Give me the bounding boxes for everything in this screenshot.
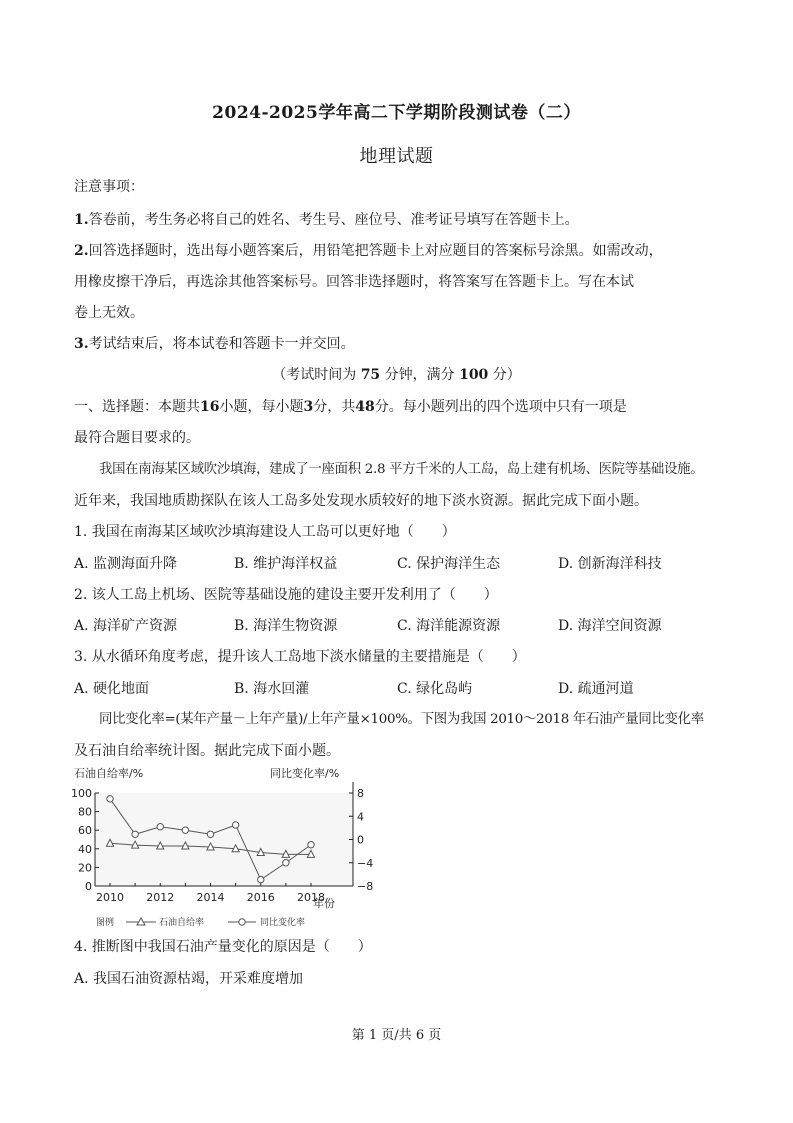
q2-option-d[interactable]: D. 海洋空间资源 (558, 618, 662, 634)
sec-c: 分，共 (313, 399, 356, 415)
passage-2-line-1: 同比变化率=(某年产量－上年产量)/上年产量×100%。下图为我国 2010～2018 年石油产量同比变化率 (99, 712, 704, 727)
note-1-number: 1. (74, 212, 89, 228)
time-prefix: （考试时间为 (272, 367, 357, 383)
x-tick-label: 2010 (96, 891, 124, 904)
sec-a: 一、选择题：本题共 (74, 399, 200, 415)
left-tick-label: 60 (78, 824, 92, 838)
sec-count: 16 (200, 399, 220, 415)
chart-legend (96, 916, 305, 928)
oil-production-chart (70, 762, 374, 932)
sec-total: 48 (355, 399, 375, 415)
passage-1-line-2: 近年来，我国地质勘探队在该人工岛多处发现水质较好的地下淡水资源。据此完成下面小题。 (74, 493, 648, 509)
note-3 (74, 334, 734, 354)
legend-label: 图例 (96, 918, 115, 928)
exam-time-note (0, 365, 793, 385)
x-tick-label: 2014 (196, 891, 225, 904)
right-tick-label: 4 (357, 810, 364, 824)
right-axis-label: 同比变化率/% (270, 767, 340, 780)
left-axis-label: 石油自给率/% (74, 767, 144, 780)
x-tick-label: 2012 (146, 891, 175, 904)
sec-d: 分。每小题列出的四个选项中只有一项是 (374, 399, 627, 415)
x-tick-label: 2016 (246, 891, 275, 904)
question-4-stem: 4. 推断图中我国石油产量变化的原因是（ ） (74, 939, 372, 955)
right-tick-label: −4 (357, 856, 374, 870)
yoy-change-point (157, 824, 163, 830)
section-1-instructions-2: 最符合题目要求的。 (74, 430, 200, 446)
q2-option-c[interactable]: C. 海洋能源资源 (397, 618, 501, 634)
passage-2-line-2: 及石油自给率统计图。据此完成下面小题。 (74, 743, 340, 759)
q2-option-a[interactable]: A. 海洋矿产资源 (74, 618, 178, 634)
left-tick-label: 100 (71, 787, 92, 800)
sec-each: 3 (303, 399, 314, 415)
note-1 (74, 210, 734, 230)
question-1-stem: 1. 我国在南海某区域吹沙填海建设人工岛可以更好地（ ） (74, 524, 456, 540)
sec-b: 小题，每小题 (219, 399, 304, 415)
time-suffix: 分） (492, 367, 521, 383)
left-tick-label: 0 (85, 880, 92, 893)
left-tick-label: 20 (78, 861, 92, 875)
x-axis-unit: 年份 (313, 897, 335, 910)
q4-option-a[interactable]: A. 我国石油资源枯竭，开采难度增加 (74, 971, 304, 987)
yoy-change-point (207, 831, 213, 837)
note-2-text-1: 回答选择题时，选出每小题答案后，用铅笔把答题卡上对应题目的答案标号涂黑。如需改动， (88, 243, 663, 259)
q1-option-c[interactable]: C. 保护海洋生态 (397, 556, 501, 572)
subject-title: 地理试题 (359, 146, 434, 167)
section-1-instructions (74, 397, 734, 417)
question-2-stem: 2. 该人工岛上机场、医院等基础设施的建设主要开发利用了（ ） (74, 587, 498, 603)
right-tick-label: −8 (357, 880, 374, 893)
yoy-change-point (232, 822, 238, 828)
legend-circle-marker (239, 919, 245, 925)
q1-option-b[interactable]: B. 维护海洋权益 (234, 556, 338, 572)
score-value: 100 (459, 367, 489, 383)
q3-option-b[interactable]: B. 海水回灌 (234, 681, 310, 697)
yoy-change-point (258, 876, 264, 882)
legend-series-1: 石油自给率 (159, 918, 205, 928)
yoy-change-point (182, 827, 188, 833)
right-tick-label: 0 (357, 833, 364, 847)
note-2-line-3: 卷上无效。 (74, 305, 144, 321)
x-tick-label: 2018 (297, 891, 325, 904)
yoy-change-point (132, 831, 138, 837)
q1-option-a[interactable]: A. 监测海面升降 (74, 556, 178, 572)
yoy-change-point (283, 860, 289, 866)
note-3-number: 3. (74, 336, 89, 352)
note-2-line-2: 用橡皮擦干净后，再选涂其他答案标号。回答非选择题时，将答案写在答题卡上。写在本试 (74, 274, 634, 290)
left-tick-label: 40 (78, 842, 92, 856)
q3-option-d[interactable]: D. 疏通河道 (558, 681, 634, 697)
q3-option-a[interactable]: A. 硬化地面 (74, 681, 150, 697)
q3-option-c[interactable]: C. 绿化岛屿 (397, 681, 473, 697)
plot-area (95, 793, 353, 886)
exam-title: 2024-2025学年高二下学期阶段测试卷（二） (212, 103, 581, 123)
passage-1-line-1: 我国在南海某区域吹沙填海，建成了一座面积 2.8 平方千米的人工岛，岛上建有机场、医院等基础设施。 (99, 462, 704, 477)
page-footer: 第 1 页/共 6 页 (351, 1028, 442, 1043)
right-tick-label: 8 (357, 787, 364, 800)
question-3-stem: 3. 从水循环角度考虑，提升该人工岛地下淡水储量的主要措施是（ ） (74, 649, 526, 665)
yoy-change-point (308, 842, 314, 848)
note-2-number: 2. (74, 243, 89, 259)
note-2-line-1 (74, 241, 734, 261)
yoy-change-point (107, 796, 113, 802)
note-3-text: 考试结束后，将本试卷和答题卡一并交回。 (88, 336, 355, 352)
legend-series-2: 同比变化率 (260, 918, 306, 928)
notes-heading: 注意事项： (74, 179, 144, 195)
note-1-text: 答卷前，考生务必将自己的姓名、考生号、座位号、准考证号填写在答题卡上。 (88, 212, 579, 228)
q2-option-b[interactable]: B. 海洋生物资源 (234, 618, 338, 634)
time-mid: 分钟，满分 (384, 367, 455, 383)
time-value: 75 (360, 367, 381, 383)
q1-option-d[interactable]: D. 创新海洋科技 (558, 556, 662, 572)
left-tick-label: 80 (78, 805, 92, 819)
